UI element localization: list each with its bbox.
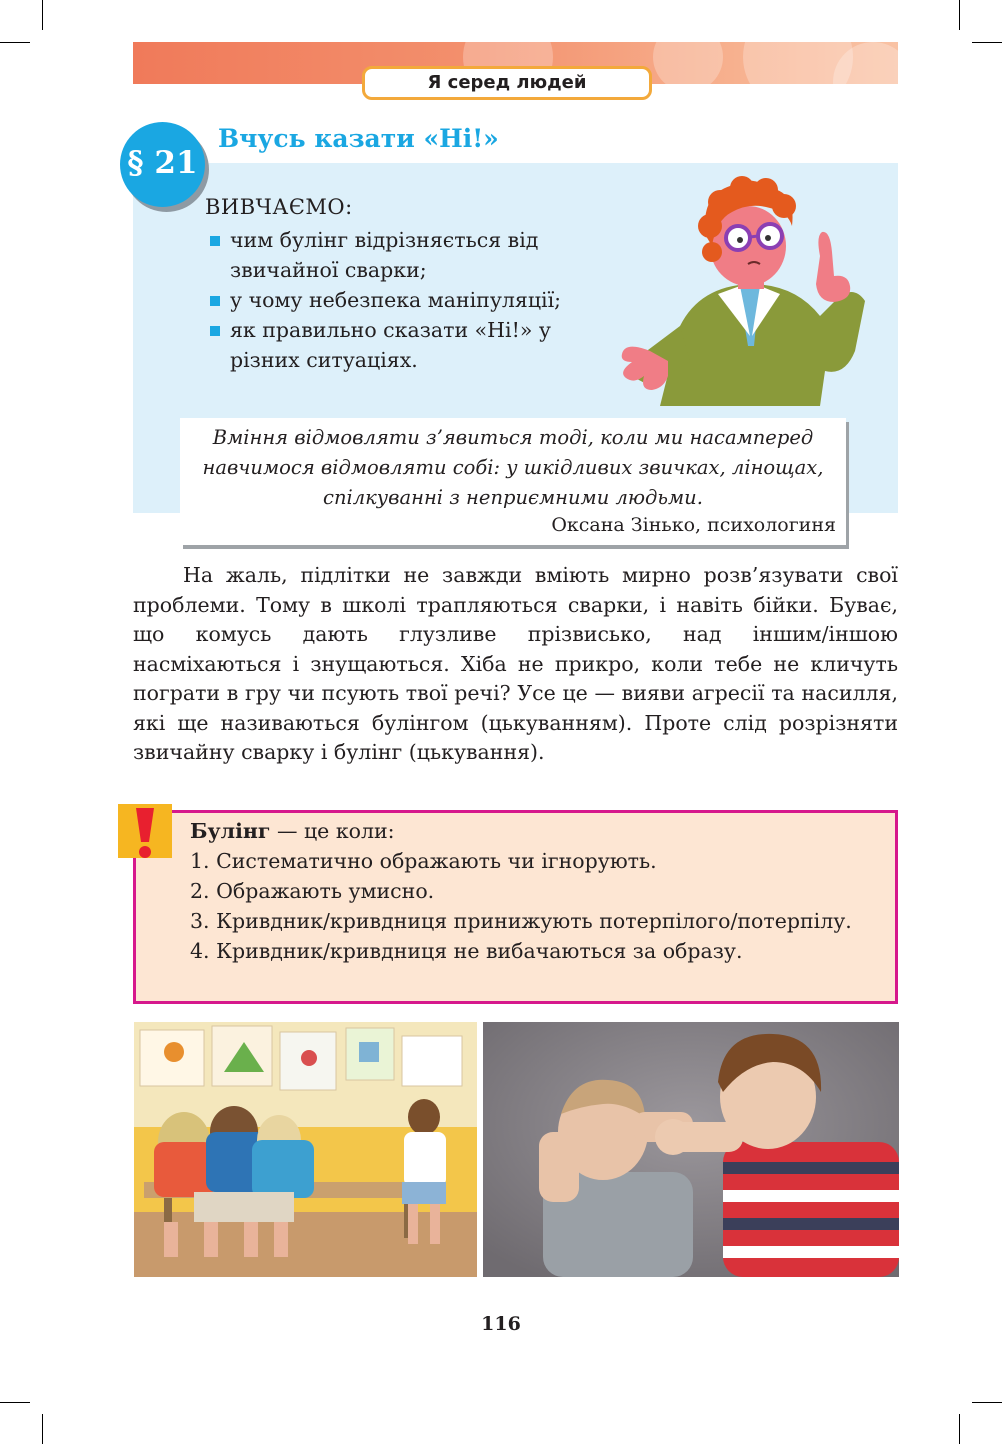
study-item-text: як правильно сказати «Ні!» у різних ситуаціях. (230, 318, 551, 372)
square-bullet-icon (210, 326, 220, 336)
definition-item: 1. Систематично ображають чи ігнорують. (190, 849, 657, 873)
section-label: Я серед людей (362, 66, 652, 100)
list-item (208, 285, 590, 315)
page-number: 116 (481, 1313, 521, 1335)
photo-kids-on-bench (134, 1022, 477, 1277)
exclamation-icon (118, 804, 172, 860)
list-item (208, 315, 590, 375)
crop-mark (42, 0, 43, 30)
study-heading: ВИВЧАЄМО: (205, 195, 353, 219)
crop-mark (959, 0, 960, 30)
crop-mark (959, 1414, 960, 1444)
teacher-illustration (620, 176, 870, 406)
study-list (208, 225, 590, 375)
body-paragraph: На жаль, підлітки не завжди вміють мирно розв’язувати свої проблеми. Тому в школі трапляються сварки, і навіть бійки. Буває, що комусь дають глузливе прізвисько, над іншим/іншою насміхаються і знущаються. Хіба не прикро, коли тебе не кличуть пограти в гру чи псують твої речі? Усе це — вияви агресії та насилля, які ще називаються булінгом (цькуванням). Проте слід розрізняти звичайну сварку і булінг (цькування). (133, 563, 898, 764)
square-bullet-icon (210, 236, 220, 246)
definition-item: 2. Ображають умисно. (190, 879, 435, 903)
crop-mark (972, 1402, 1002, 1403)
paragraph-badge: § 21 (120, 122, 205, 207)
crop-mark (972, 42, 1002, 43)
square-bullet-icon (210, 296, 220, 306)
lesson-title: Вчусь казати «Ні!» (218, 124, 499, 153)
definition-item: 3. Кривдник/кривдниця принижують потерпілого/потерпілу. (190, 909, 852, 933)
study-item-text: у чому небезпека маніпуляції; (230, 288, 562, 312)
definition-intro: — це коли: (270, 819, 395, 843)
list-item (208, 225, 590, 285)
quote-text: Вміння відмовляти з’явиться тоді, коли ми насамперед навчимося відмовляти собі: у шкідливих звичках, лінощах, спілкуванні з неприємними людьми. (202, 426, 824, 509)
crop-mark (0, 1402, 30, 1403)
definition-item: 4. Кривдник/кривдниця не вибачаються за образу. (190, 939, 743, 963)
definition-heading (190, 816, 870, 846)
definition-text (190, 816, 870, 966)
crop-mark (42, 1414, 43, 1444)
study-item-text: чим булінг відрізняється від звичайної сварки; (230, 228, 539, 282)
crop-mark (0, 42, 30, 43)
photo-boys-fighting (483, 1022, 899, 1277)
definition-term: Булінг (190, 819, 271, 843)
quote-author: Оксана Зінько, психологиня (551, 514, 836, 536)
